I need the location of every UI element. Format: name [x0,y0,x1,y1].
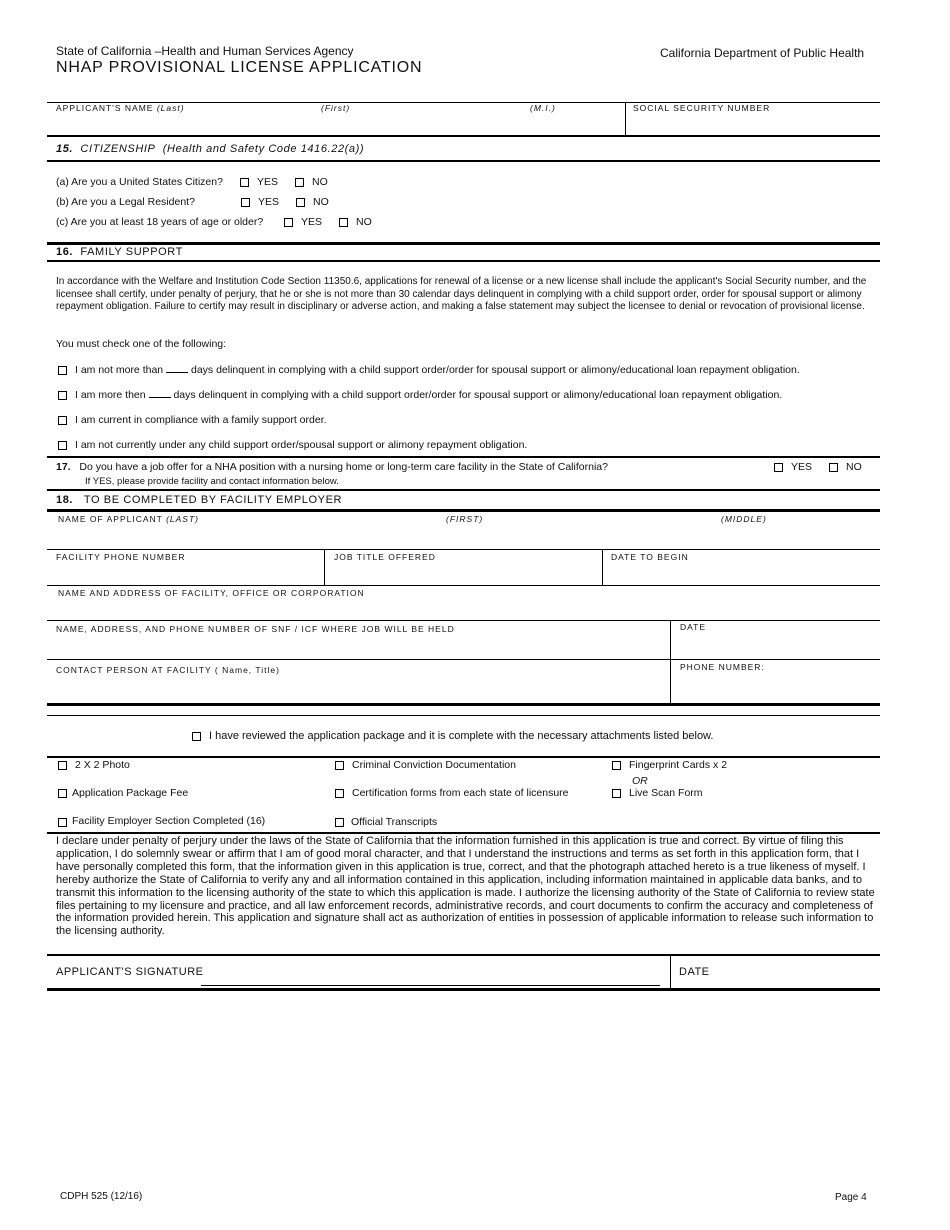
no-label: NO [313,196,329,208]
signature-field[interactable] [201,962,660,984]
yes-label: YES [791,461,813,473]
fee-checkbox[interactable] [58,789,67,798]
question-text: Do you have a job offer for a NHA position with a nursing home or long-term care facility in the State of California? [79,461,608,473]
applicant-name-label [56,103,185,113]
form-title: NHAP PROVISIONAL LICENSE APPLICATION [56,59,423,76]
family-heading [56,246,183,258]
option-more-delinquent [75,389,782,401]
option-current: I am current in compliance with a family support order. [75,414,327,426]
fingerprint-checkbox[interactable] [612,761,621,770]
employer-section-label: Facility Employer Section Completed (16) [72,815,266,827]
section-number: 15. [56,143,74,155]
first-label: (FIRST) [446,514,484,524]
declaration-text: I declare under penalty of perjury under the laws of the State of California that the information furnished in this application is true and correct. By virtue of filing this application, I do solemnly swear or affirm that I am of good moral character, and that I understand the instructions and terms as set forth in this application form, that I have personally completed this form, that the information given in this application is true, correct, and that the photograph attached hereto is a true likeness of myself. I hereby authorize the State of California to verify any and all information contained in this application, including information maintained in applicable data banks, and to transmit this information to the licensing authority of the state to which this application is made. I authorize the licensing authority of the State of California to review state files pertaining to my licensure and practice, and all law enforcement records, administrative records, and court documents to confirm the accuracy and completeness of the information provided herein. This application and signature shall act as authorization of entities in possession of applicable information to release such information to the licensing authority. [56,835,875,938]
facility-address-field[interactable] [56,600,878,619]
employer-section-checkbox[interactable] [58,818,67,827]
transcripts-checkbox[interactable] [335,818,344,827]
age-question: (c) Are you at least 18 years of age or older? [56,216,264,228]
last-hint: (Last) [156,103,185,113]
divider [670,954,671,990]
days-blank[interactable] [149,397,171,398]
rule [47,832,880,834]
section-number: 16. [56,246,74,258]
employer-applicant-name-field[interactable] [56,526,878,548]
option-text: days delinquent in complying with a child support order/order for spousal support or alimony/educational loan repayment obligation. [173,389,783,401]
last-hint: (LAST) [166,514,199,524]
reviewed-checkbox[interactable] [192,732,201,741]
divider [670,620,671,704]
signature-label: APPLICANT'S SIGNATURE [56,966,204,978]
family-paragraph: In accordance with the Welfare and Institution Code Section 11350.6, applications for renewal of a license or a new license shall include the applicant's Social Security number, and the licensee shall certify, under penalty of perjury, that he or she is not more than 30 calendar days delinquent in complying with a child support order, order for spousal support or alimony repayment obligation. Failure to certify may result in disciplinary or adverse action, and making a false statement may subject the licensee to denial or revocation of provisional license. [56,276,867,313]
rule [47,703,880,706]
yes-label: YES [257,176,279,188]
date-begin-field[interactable] [610,563,878,583]
rule [47,135,880,137]
contact-phone-field[interactable] [678,678,878,700]
no-label: NO [846,461,862,473]
mi-label: (M.I.) [530,103,556,113]
age-no-checkbox[interactable] [339,218,348,227]
applicant-name-label [58,514,199,524]
option-not-delinquent [75,364,800,376]
option-text: days delinquent in complying with a child support order/order for spousal support or alimony/educational loan repayment obligation. [190,364,800,376]
fingerprint-label: Fingerprint Cards x 2 [629,759,728,771]
family-title: FAMILY SUPPORT [80,246,183,258]
signature-line [201,985,660,986]
facility-phone-label: FACILITY PHONE NUMBER [56,552,186,562]
or-label: OR [632,775,648,787]
photo-label: 2 X 2 Photo [75,759,130,771]
agency-name: State of California –Health and Human Services Agency [56,44,354,58]
rule [47,620,880,621]
rule [47,659,880,660]
not-delinquent-checkbox[interactable] [58,366,67,375]
citizenship-code: (Health and Safety Code 1416.22(a)) [162,143,365,155]
livescan-label: Live Scan Form [629,787,703,799]
snf-field[interactable] [56,636,666,658]
divider [602,549,603,585]
days-blank[interactable] [166,372,188,373]
rule [47,549,880,550]
citizenship-heading [56,143,364,155]
no-order-checkbox[interactable] [58,441,67,450]
applicant-name-field[interactable] [56,115,621,135]
rule [47,160,880,162]
age-yes-checkbox[interactable] [284,218,293,227]
section-number: 18. [56,494,74,506]
ssn-label: SOCIAL SECURITY NUMBER [633,103,771,113]
rule [47,242,880,245]
rule [47,585,880,586]
rule [47,988,880,991]
date-field[interactable] [678,636,878,658]
date-label: DATE [680,622,707,632]
transcripts-label: Official Transcripts [351,816,438,828]
middle-label: (MIDDLE) [721,514,767,524]
rule [47,456,880,458]
fee-label: Application Package Fee [72,787,189,799]
resident-no-checkbox[interactable] [296,198,305,207]
resident-yes-checkbox[interactable] [241,198,250,207]
date-begin-label: DATE TO BEGIN [611,552,689,562]
employer-heading [56,494,342,506]
family-instruction: You must check one of the following: [56,338,227,350]
department-name: California Department of Public Health [660,46,865,60]
signature-date-field[interactable] [716,962,876,984]
job-offer-note: If YES, please provide facility and contact information below. [85,476,339,487]
job-offer-yes-checkbox[interactable] [774,463,783,472]
ssn-field[interactable] [630,115,878,135]
rule [47,715,880,716]
rule [47,260,880,262]
job-title-label: JOB TITLE OFFERED [334,552,436,562]
option-text: I am more then [75,389,146,401]
no-label: NO [356,216,372,228]
page-number: Page 4 [835,1192,867,1203]
yes-label: YES [258,196,280,208]
contact-field[interactable] [56,678,666,700]
employer-title: TO BE COMPLETED BY FACILITY EMPLOYER [83,494,343,506]
divider [625,102,626,136]
job-offer-no-checkbox[interactable] [829,463,838,472]
signature-date-label: DATE [679,966,710,978]
rule [47,756,880,758]
no-label: NO [312,176,328,188]
yes-label: YES [301,216,323,228]
facility-phone-field[interactable] [56,563,320,583]
citizen-yes-checkbox[interactable] [240,178,249,187]
job-title-field[interactable] [332,563,598,583]
current-compliance-checkbox[interactable] [58,416,67,425]
section-number: 17. [56,461,71,473]
facility-address-label: NAME AND ADDRESS OF FACILITY, OFFICE OR CORPORATION [58,588,365,598]
citizenship-title: CITIZENSHIP [80,143,156,155]
option-no-order: I am not currently under any child support order/spousal support or alimony repayment obligation. [75,439,528,451]
certification-label: Certification forms from each state of licensure [352,787,569,799]
livescan-checkbox[interactable] [612,789,621,798]
resident-question: (b) Are you a Legal Resident? [56,196,195,208]
citizen-question: (a) Are you a United States Citizen? [56,176,223,188]
criminal-label: Criminal Conviction Documentation [352,759,516,771]
snf-label: NAME, ADDRESS, AND PHONE NUMBER OF SNF / ICF WHERE JOB WILL BE HELD [56,624,455,634]
divider [324,549,325,585]
rule [47,509,880,512]
form-id: CDPH 525 (12/16) [60,1191,143,1202]
first-name-label: (First) [321,103,351,113]
rule [47,954,880,956]
option-text: I am not more than [75,364,164,376]
contact-phone-label: PHONE NUMBER: [680,662,765,672]
citizen-no-checkbox[interactable] [295,178,304,187]
review-statement: I have reviewed the application package and it is complete with the necessary attachments listed below. [209,730,714,742]
criminal-checkbox[interactable] [335,761,344,770]
label-text: NAME OF APPLICANT [58,514,163,524]
certification-checkbox[interactable] [335,789,344,798]
applicant-name-text: APPLICANT'S NAME [56,103,154,113]
photo-checkbox[interactable] [58,761,67,770]
rule [47,489,880,491]
job-offer-question [56,461,608,473]
more-delinquent-checkbox[interactable] [58,391,67,400]
contact-label: CONTACT PERSON AT FACILITY ( Name, Title) [56,665,280,675]
